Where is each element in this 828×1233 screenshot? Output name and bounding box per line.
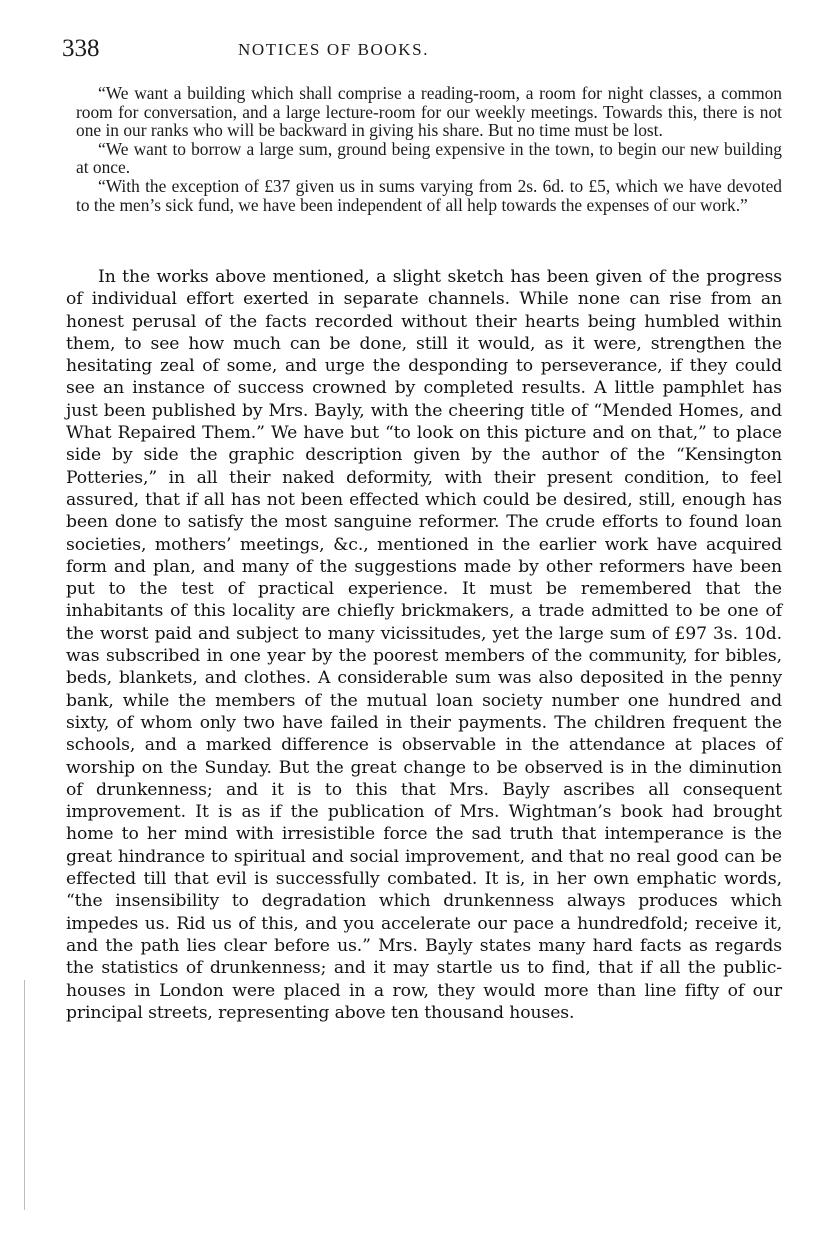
quote-paragraph: “With the exception of £37 given us in sums varying from 2s. 6d. to £5, which we have devoted to the men’s sick fund, we have been independent of all help towards the expenses of our work.” [76, 175, 782, 215]
body-text [66, 266, 782, 1024]
quote-paragraph: “We want a building which shall comprise a reading-room, a room for night classes, a common room for conversation, and a large lecture-room for our weekly meetings. Towards this, there is not one in our ranks who will be backward in giving his share. But no time must be lost. [76, 83, 782, 141]
quoted-letter [76, 84, 782, 214]
running-head: NOTICES OF BOOKS. [238, 40, 430, 59]
page-number: 338 [62, 35, 100, 62]
page-header [62, 34, 788, 64]
gutter-line [24, 980, 25, 1210]
quote-paragraph: “We want to borrow a large sum, ground being expensive in the town, to begin our new building at once. [76, 138, 782, 178]
body-paragraph: In the works above mentioned, a slight sketch has been given of the progress of individual effort exerted in separate channels. While none can rise from an honest perusal of the facts recorded without their hearts being humbled within them, to see how much can be done, still it would, as it were, strengthen the hesitating zeal of some, and urge the desponding to perseverance, if they could see an instance of success crowned by completed results. A little pamphlet has just been published by Mrs. Bayly, with the cheering title of “Mended Homes, and What Repaired Them.” We have but “to look on this picture and on that,” to place side by side the graphic description given by the author of the “Kensington Potteries,” in all their naked deformity, with their present condition, to feel assured, that if all has not been effected which could be desired, still, enough has been done to satisfy the most sanguine reformer. The crude efforts to found loan societies, mothers’ meetings, &c., mentioned in the earlier work have acquired form and plan, and many of the suggestions made by other reformers have been put to the test of practical experience. It must be remembered that the inhabitants of this locality are chiefly brickmakers, a trade admitted to be one of the worst paid and subject to many vicissitudes, yet the large sum of £97 3s. 10d. was subscribed in one year by the poorest members of the community, for bibles, beds, blankets, and clothes. A considerable sum was also deposited in the penny bank, while the members of the mutual loan society number one hundred and sixty, of whom only two have failed in their payments. The children frequent the schools, and a marked difference is observable in the attendance at places of worship on the Sunday. But the great change to be observed is in the diminution of drunkenness; and it is to this that Mrs. Bayly ascribes all consequent improvement. It is as if the publication of Mrs. Wightman’s book had brought home to her mind with irresistible force the sad truth that intemperance is the great hindrance to spiritual and social improvement, and that no real good can be effected till that evil is successfully combated. It is, in her own emphatic words, “the insensibility to degradation which drunkenness always produces which impedes us. Rid us of this, and you accelerate our pace a hundredfold; receive it, and the path lies clear before us.” Mrs. Bayly states many hard facts as regards the statistics of drunkenness; and it may startle us to find, that if all the public-houses in London were placed in a row, they would more than line fifty of our principal streets, representing above ten thousand houses. [66, 267, 782, 1023]
